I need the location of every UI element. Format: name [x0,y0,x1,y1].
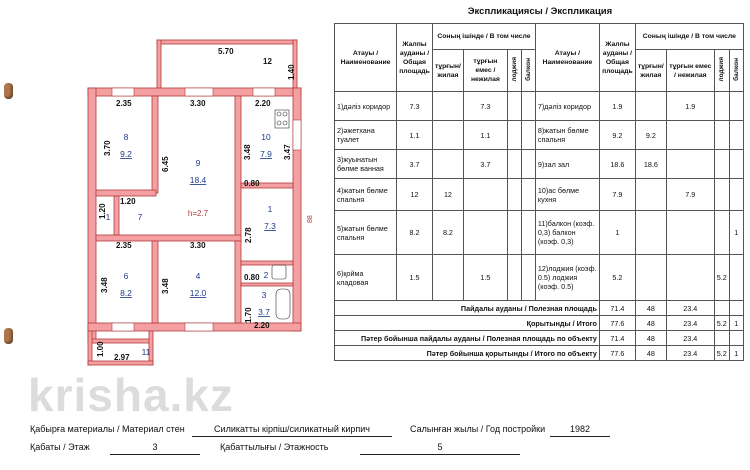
table-cell: 1 [599,211,635,255]
table-cell [635,211,666,255]
dim-080-a: 0.80 [244,179,260,188]
table-cell: 18.6 [635,150,666,179]
table-cell: 1 [729,316,743,331]
table-cell [666,211,714,255]
dim-080-b: 0.80 [244,273,260,282]
table-cell: 1.9 [599,92,635,121]
table-cell [433,121,464,150]
table-cell: 3.7 [463,150,507,179]
table-cell: 1)дәліз коридор [335,92,397,121]
table-cell: 5.2 [599,255,635,301]
table-cell [507,255,521,301]
table-cell: 48 [635,346,666,361]
table-row [335,150,744,179]
table-cell: 48 [635,301,666,316]
table-cell [666,150,714,179]
room-6-area: 8.2 [120,288,132,298]
explication-table [334,23,744,361]
wall-6-4 [152,241,158,323]
room-10-number: 10 [261,132,271,142]
room-3-number: 3 [261,290,267,300]
dim-r8-height: 3.70 [103,140,112,156]
table-cell: 11)балкон (коэф. 0,3) балкон (коэф. 0,3) [535,211,599,255]
dim-r4-width: 3.30 [190,241,206,250]
table-cell: 8)жатын бөлме спальня [535,121,599,150]
table-cell: Пайдалы ауданы / Полезная площадь [335,301,600,316]
table-cell: 1.5 [397,255,433,301]
table-cell: 77.6 [599,316,635,331]
table-cell: 7.3 [397,92,433,121]
table-cell [714,211,729,255]
wall-bath-top [241,261,293,265]
table-cell: 1.9 [666,92,714,121]
table-cell: 6)қойма кладовая [335,255,397,301]
room-6-number: 6 [123,271,129,281]
year-built-label: Салынған жылы / Год постройки [410,424,546,434]
header-nonliving-right: тұрғын емес / нежилая [666,50,714,92]
header-balcony-left: балкон [524,58,532,81]
header-balcony-right: балкон [732,58,740,81]
floor-label: Қабаты / Этаж [30,442,90,452]
header-loggia-left: лоджия [510,57,518,82]
table-row [335,179,744,211]
dim-r4-height: 3.48 [161,278,170,294]
table-cell: 7)дәліз коридор [535,92,599,121]
table-row [335,92,744,121]
table-cell: 12 [397,179,433,211]
balcony-top-side-left [157,40,161,90]
dim-170: 1.70 [244,307,253,323]
table-cell [714,50,729,92]
table-cell [666,255,714,301]
table-cell: 18.6 [599,150,635,179]
floors-count-label: Қабаттылығы / Этажность [220,442,329,452]
wall-8-9 [152,96,158,193]
dim-100: 1.00 [96,341,105,357]
table-cell: Пәтер бойынша пайдалы ауданы / Полезная площадь по объекту [335,331,600,346]
table-cell [521,179,535,211]
table-cell [714,179,729,211]
table-cell [507,179,521,211]
room-4-area: 12.0 [189,288,207,298]
dim-right-top: 1.40 [287,64,296,80]
table-cell: 8.2 [397,211,433,255]
dim-120: 1.20 [120,197,136,206]
table-cell: 12 [433,179,464,211]
header-loggia-right: лоджия [718,57,726,82]
totals-row [335,346,744,361]
table-cell [729,92,743,121]
table-cell: 8.2 [433,211,464,255]
table-cell [521,92,535,121]
table-cell: 77.6 [599,346,635,361]
dim-r6-width: 2.35 [116,241,132,250]
header-living-right: тұрғын/ жилая [635,50,666,92]
dim-top-width: 5.70 [218,47,234,56]
table-cell [666,121,714,150]
room-8-area: 9.2 [120,149,132,159]
table-cell [714,301,729,316]
sink-icon [272,265,286,279]
dim-r9-width: 3.30 [190,99,206,108]
room-8-number: 8 [123,132,129,142]
table-cell: Пәтер бойынша қорытынды / Итого по объекту [335,346,600,361]
header-total-left: Жалпы ауданы / Общая площадь [397,24,433,92]
table-cell: 71.4 [599,301,635,316]
dim-278: 2.78 [244,227,253,243]
dim-r10-height: 3.48 [243,144,252,160]
table-cell [507,92,521,121]
table-cell: 1.5 [463,255,507,301]
table-cell [714,150,729,179]
table-cell [635,179,666,211]
floors-count-value: 5 [360,442,520,455]
year-built-value: 1982 [550,424,610,437]
table-cell [635,92,666,121]
floor-value: 3 [110,442,200,455]
table-cell [521,211,535,255]
table-cell [433,92,464,121]
wall-9-10 [235,96,241,242]
totals-row [335,316,744,331]
table-cell: 3.7 [397,150,433,179]
table-cell [729,150,743,179]
room-2-number: 2 [263,270,269,280]
ceiling-height: h=2.7 [187,209,209,218]
table-cell: 7.3 [463,92,507,121]
table-cell: 1 [729,211,743,255]
table-cell [463,179,507,211]
room-7-number: 7 [137,212,143,222]
table-cell [635,255,666,301]
table-row [335,121,744,150]
header-total-right: Жалпы ауданы / Общая площадь [599,24,635,92]
dim-220: 2.20 [254,321,270,330]
table-row [335,255,744,301]
totals-row [335,301,744,316]
wall-left [88,88,96,343]
table-cell: 48 [635,316,666,331]
table-cell: 9)зал зал [535,150,599,179]
table-cell [714,121,729,150]
room-3-area: 3.7 [258,307,270,317]
table-cell: 71.4 [599,331,635,346]
dim-r6-height: 3.48 [100,277,109,293]
wall-4-right [235,241,241,323]
room-9-area: 18.4 [189,175,207,185]
explication-title: Экспликациясы / Экспликация [467,6,613,17]
room-1-number: 1 [267,204,273,214]
table-cell: 3)жуынатын бөлме ванная [335,150,397,179]
table-cell [507,211,521,255]
table-cell [714,331,729,346]
stove-icon [275,110,289,128]
table-cell: Қорытынды / Итого [335,316,600,331]
room-1b-number: 1 [105,212,111,222]
wall-small-7 [114,196,119,235]
table-cell: 10)ас бөлме кухня [535,179,599,211]
table-cell: 1 [729,346,743,361]
wall-material-value: Силикатты кірпіш/силикатный кирпич [192,424,392,437]
dim-120v: 1.20 [98,203,107,219]
header-incl-right: Соның ішінде / В том числе [635,24,743,50]
table-cell [729,121,743,150]
wall-8-bottom [96,190,156,196]
table-cell [433,255,464,301]
header-nonliving-left: тұрғын емес / нежилая [463,50,507,92]
table-cell: 1.1 [397,121,433,150]
table-cell: 23.4 [666,331,714,346]
dim-r8-width: 2.35 [116,99,132,108]
table-cell [507,121,521,150]
table-cell: 9.2 [599,121,635,150]
dim-r10-width: 2.20 [255,99,271,108]
table-cell [521,255,535,301]
balcony-top-outline [157,40,297,44]
watermark: krisha.kz [28,369,234,421]
table-cell [463,211,507,255]
table-cell: 9.2 [635,121,666,150]
table-cell: 4)жатын бөлме спальня [335,179,397,211]
totals-row [335,331,744,346]
table-cell [521,150,535,179]
table-cell: 23.4 [666,301,714,316]
table-cell: 7.9 [599,179,635,211]
table-cell [507,50,521,92]
table-cell: 23.4 [666,316,714,331]
room-11-number: 11 [141,347,151,357]
table-cell [714,92,729,121]
room-10-area: 7.9 [260,149,272,159]
header-incl-left: Соның ішінде / В том числе [433,24,536,50]
dim-r9-height: 6.45 [161,156,170,172]
table-row [335,211,744,255]
table-cell: 23.4 [666,346,714,361]
room-4-number: 4 [195,271,201,281]
room-9-number: 9 [195,158,201,168]
table-cell: 5.2 [714,346,729,361]
table-cell [433,150,464,179]
table-cell: 5)жатын бөлме спальня [335,211,397,255]
dim-top-right-small: 12 [263,57,272,66]
table-cell [507,150,521,179]
header-name-right: Атауы / Наименование [535,24,599,92]
table-cell [521,121,535,150]
table-cell [729,301,743,316]
table-cell [729,179,743,211]
table-cell [729,50,743,92]
dim-297: 2.97 [114,353,130,362]
table-cell: 2)әжетхана туалет [335,121,397,150]
table-cell [729,255,743,301]
table-cell [729,331,743,346]
table-cell: 1.1 [463,121,507,150]
wall-material-label: Қабырға материалы / Материал стен [30,424,185,434]
balcony-bottom-left [88,331,92,365]
bathtub-icon [276,289,290,319]
dim-r10-height-2: 3.47 [283,144,292,160]
table-cell: 48 [635,331,666,346]
table-cell: 5.2 [714,316,729,331]
table-cell: 12)лоджия (коэф. 0.5) лоджия (коэф. 0.5) [535,255,599,301]
plan-marker: 88 [307,215,314,223]
table-cell: 7.9 [666,179,714,211]
header-living-left: тұрғын/ жилая [433,50,464,92]
table-cell: 5.2 [714,255,729,301]
room-1-area: 7.3 [264,221,276,231]
header-name-left: Атауы / Наименование [335,24,397,92]
wall-toilet-bath [241,283,293,286]
table-cell [521,50,535,92]
